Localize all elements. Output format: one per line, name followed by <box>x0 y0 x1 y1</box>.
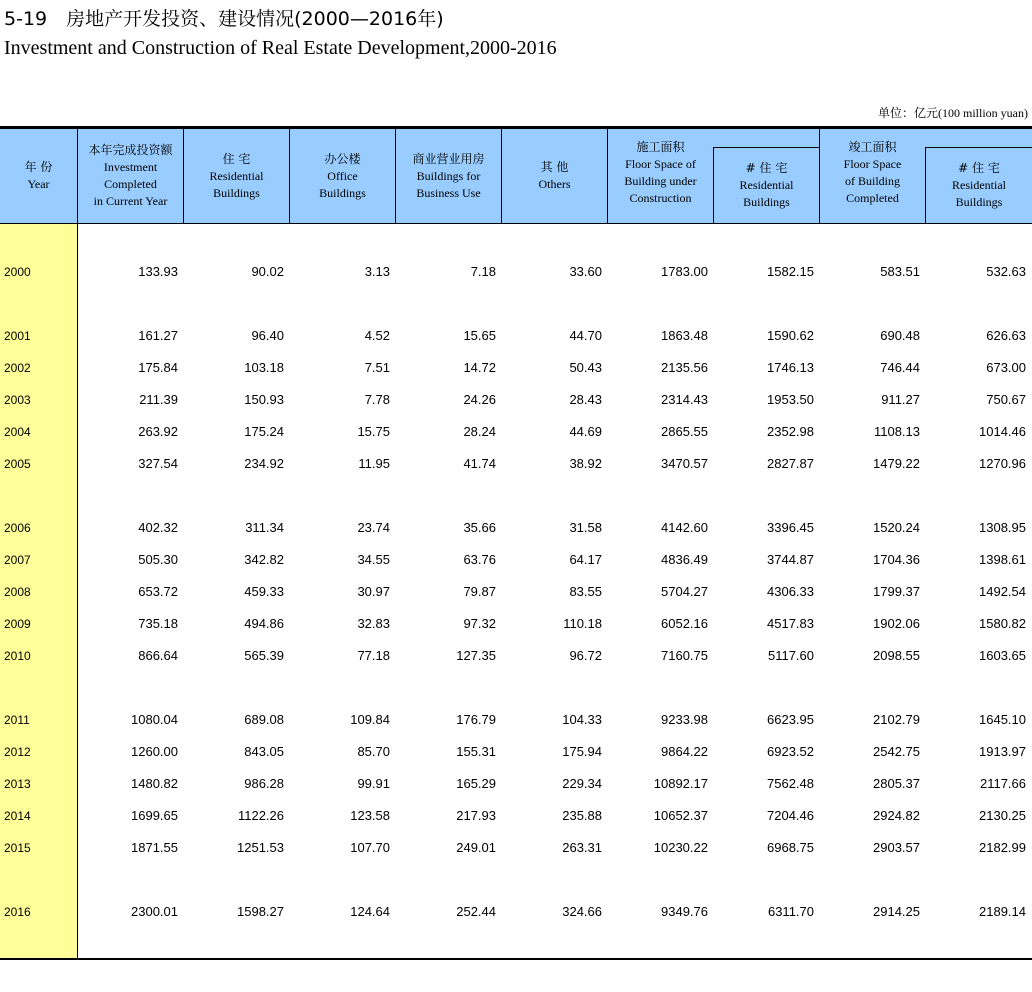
table-cell: 6623.95 <box>767 712 814 727</box>
table-cell: 5117.60 <box>767 648 814 663</box>
table-cell: 85.70 <box>357 744 390 759</box>
table-cell: 673.00 <box>986 360 1026 375</box>
header-floor-completed <box>820 139 925 209</box>
header-business-en: Buildings for <box>416 168 481 183</box>
table-cell: 1108.13 <box>873 424 920 439</box>
unit-label: 单位：亿元(100 million yuan) <box>878 106 1028 120</box>
table-cell: 44.69 <box>569 424 602 439</box>
header-office <box>290 129 395 223</box>
table-cell: 90.02 <box>251 264 284 279</box>
table-cell: 2865.55 <box>661 424 708 439</box>
header-floor-construction <box>608 139 713 209</box>
table-cell: 7.51 <box>364 360 390 375</box>
table-cell: 2117.66 <box>979 776 1026 791</box>
table-cell: 1479.22 <box>873 456 920 471</box>
table-cell: 234.92 <box>244 456 284 471</box>
table-row <box>0 646 1032 666</box>
table-title-english: Investment and Construction of Real Estate Development,2000-2016 <box>4 37 557 59</box>
table-cell: 689.08 <box>244 712 284 727</box>
header-floor-construction-en: Building under <box>624 174 697 188</box>
table-cell: 1590.62 <box>767 328 814 343</box>
table-cell: 175.94 <box>562 744 602 759</box>
table-cell: 1746.13 <box>767 360 814 375</box>
table-cell: 2903.57 <box>873 840 920 855</box>
row-year: 2015 <box>4 841 31 855</box>
table-cell: 77.18 <box>357 648 390 663</box>
table-cell: 583.51 <box>880 264 920 279</box>
header-residential <box>184 129 289 223</box>
header-floor-completed-en: Completed <box>846 191 899 205</box>
table-cell: 2189.14 <box>979 904 1026 919</box>
table-cell: 165.29 <box>456 776 496 791</box>
row-year: 2011 <box>4 713 30 727</box>
table-cell: 1953.50 <box>767 392 814 407</box>
table-row <box>0 774 1032 794</box>
table-cell: 4.52 <box>364 328 390 343</box>
table-cell: 7.78 <box>364 392 390 407</box>
table-cell: 175.84 <box>138 360 178 375</box>
header-floor-completed-residential <box>926 148 1032 223</box>
table-cell: 986.28 <box>244 776 284 791</box>
table-cell: 97.32 <box>463 616 496 631</box>
row-year: 2010 <box>4 649 31 663</box>
table-cell: 127.35 <box>456 648 496 663</box>
header-floor-completed-residential-zh: # 住 宅 <box>958 161 1000 175</box>
header-others-en: Others <box>538 177 571 191</box>
table-cell: 15.65 <box>463 328 496 343</box>
table-row <box>0 838 1032 858</box>
header-investment-zh: 本年完成投资额 <box>88 143 173 157</box>
table-cell: 2182.99 <box>979 840 1026 855</box>
table-cell: 911.27 <box>881 392 920 407</box>
table-cell: 1902.06 <box>873 616 920 631</box>
table-cell: 6052.16 <box>661 616 708 631</box>
table-cell: 155.31 <box>456 744 496 759</box>
table-row <box>0 390 1032 410</box>
header-floor-construction-residential-zh: # 住 宅 <box>745 161 788 175</box>
table-cell: 1799.37 <box>873 584 920 599</box>
header-year-zh: 年 份 <box>24 160 53 174</box>
table-row <box>0 422 1032 442</box>
header-residential-en: Buildings <box>213 185 260 200</box>
table-cell: 123.58 <box>350 808 390 823</box>
table-cell: 690.48 <box>880 328 920 343</box>
table-cell: 150.93 <box>244 392 284 407</box>
table-cell: 99.91 <box>357 776 390 791</box>
row-year: 2006 <box>4 521 31 535</box>
table-cell: 28.43 <box>569 392 602 407</box>
row-year: 2001 <box>4 329 31 343</box>
table-cell: 746.44 <box>880 360 920 375</box>
table-row <box>0 550 1032 570</box>
table-cell: 6923.52 <box>767 744 814 759</box>
table-cell: 1251.53 <box>237 840 284 855</box>
table-cell: 2314.43 <box>661 392 708 407</box>
header-floor-completed-en: Floor Space <box>843 157 902 171</box>
table-row <box>0 742 1032 762</box>
table-cell: 843.05 <box>244 744 284 759</box>
table-cell: 402.32 <box>138 520 178 535</box>
table-cell: 44.70 <box>569 328 602 343</box>
table-cell: 249.01 <box>456 840 496 855</box>
row-year: 2016 <box>4 905 31 919</box>
table-cell: 1270.96 <box>979 456 1026 471</box>
row-year: 2007 <box>4 553 31 567</box>
table-row <box>0 358 1032 378</box>
table-cell: 107.70 <box>350 840 390 855</box>
table-cell: 1704.36 <box>873 552 920 567</box>
table-cell: 4517.83 <box>767 616 814 631</box>
table-cell: 327.54 <box>138 456 178 471</box>
header-business-en: Business Use <box>416 185 481 200</box>
table-cell: 79.87 <box>463 584 496 599</box>
table-cell: 1863.48 <box>661 328 708 343</box>
header-floor-construction-en: Construction <box>629 191 692 205</box>
row-year: 2009 <box>4 617 31 631</box>
row-year: 2005 <box>4 457 31 471</box>
table-cell: 7160.75 <box>661 648 708 663</box>
header-year <box>0 129 77 223</box>
header-floor-construction-en: Floor Space of <box>625 157 696 171</box>
table-cell: 124.64 <box>350 904 390 919</box>
header-investment-en: Completed <box>104 177 157 191</box>
table-cell: 1308.95 <box>979 520 1026 535</box>
table-cell: 96.72 <box>569 648 602 663</box>
table-row <box>0 710 1032 730</box>
table-row <box>0 454 1032 474</box>
table-cell: 1871.55 <box>131 840 178 855</box>
table-cell: 9233.98 <box>661 712 708 727</box>
table-cell: 64.17 <box>569 552 602 567</box>
table-header <box>0 129 1032 224</box>
table-cell: 3470.57 <box>661 456 708 471</box>
header-floor-completed-zh: 竣工面积 <box>848 140 897 154</box>
table-cell: 63.76 <box>463 552 496 567</box>
table-cell: 1080.04 <box>131 712 178 727</box>
table-cell: 1520.24 <box>873 520 920 535</box>
table-cell: 1122.26 <box>237 808 284 823</box>
table-cell: 15.75 <box>357 424 390 439</box>
table-cell: 96.40 <box>251 328 284 343</box>
table-cell: 532.63 <box>986 264 1026 279</box>
table-cell: 235.88 <box>562 808 602 823</box>
table-cell: 176.79 <box>456 712 496 727</box>
table-cell: 2827.87 <box>767 456 814 471</box>
row-year: 2003 <box>4 393 31 407</box>
table-cell: 35.66 <box>463 520 496 535</box>
table-cell: 6311.70 <box>767 904 814 919</box>
table-cell: 10652.37 <box>653 808 708 823</box>
header-office-zh: 办公楼 <box>324 151 361 166</box>
table-cell: 866.64 <box>138 648 178 663</box>
header-investment-en: in Current Year <box>93 194 168 208</box>
table-cell: 4836.49 <box>661 552 708 567</box>
table-cell: 38.92 <box>569 456 602 471</box>
table-cell: 11.95 <box>358 456 390 471</box>
table-cell: 2300.01 <box>131 904 178 919</box>
header-floor-construction-residential <box>714 148 819 223</box>
table-cell: 10892.17 <box>653 776 708 791</box>
table-cell: 1260.00 <box>131 744 178 759</box>
table-cell: 2805.37 <box>873 776 920 791</box>
table-cell: 133.93 <box>138 264 178 279</box>
table-cell: 175.24 <box>244 424 284 439</box>
table-row <box>0 806 1032 826</box>
table-cell: 50.43 <box>569 360 602 375</box>
table-cell: 342.82 <box>244 552 284 567</box>
table-cell: 252.44 <box>456 904 496 919</box>
header-others <box>502 129 607 223</box>
table-cell: 2098.55 <box>873 648 920 663</box>
table-cell: 83.55 <box>569 584 602 599</box>
table-cell: 9349.76 <box>661 904 708 919</box>
table-cell: 505.30 <box>138 552 178 567</box>
table-cell: 2914.25 <box>873 904 920 919</box>
row-year: 2014 <box>4 809 31 823</box>
table-cell: 217.93 <box>456 808 496 823</box>
table-cell: 28.24 <box>463 424 496 439</box>
table-cell: 23.74 <box>357 520 390 535</box>
table-row <box>0 518 1032 538</box>
header-residential-en: Residential <box>209 168 264 183</box>
table-cell: 3396.45 <box>767 520 814 535</box>
table-cell: 32.83 <box>357 616 390 631</box>
table-cell: 10230.22 <box>653 840 708 855</box>
table-cell: 211.39 <box>139 392 178 407</box>
table-cell: 1582.15 <box>767 264 814 279</box>
table-cell: 311.34 <box>245 520 284 535</box>
table-cell: 1913.97 <box>979 744 1026 759</box>
table-cell: 1603.65 <box>979 648 1026 663</box>
table-cell: 30.97 <box>357 584 390 599</box>
table-cell: 263.31 <box>562 840 602 855</box>
header-floor-construction-zh: 施工面积 <box>636 140 685 154</box>
row-year: 2000 <box>4 265 31 279</box>
table-cell: 653.72 <box>138 584 178 599</box>
header-business <box>396 129 501 223</box>
table-cell: 14.72 <box>463 360 496 375</box>
header-business-zh: 商业营业用房 <box>412 151 485 166</box>
table-cell: 1645.10 <box>979 712 1026 727</box>
table-cell: 109.84 <box>350 712 390 727</box>
header-floor-completed-residential-en: Residential <box>952 178 1006 192</box>
table-cell: 2924.82 <box>873 808 920 823</box>
row-year: 2013 <box>4 777 31 791</box>
table-cell: 1492.54 <box>979 584 1026 599</box>
table-cell: 41.74 <box>463 456 496 471</box>
table-cell: 110.18 <box>563 616 602 631</box>
table-row <box>0 262 1032 282</box>
table-cell: 4306.33 <box>767 584 814 599</box>
table-cell: 2135.56 <box>661 360 708 375</box>
table-cell: 5704.27 <box>661 584 708 599</box>
table-cell: 2352.98 <box>767 424 814 439</box>
header-year-en: Year <box>27 177 50 191</box>
header-floor-completed-en: of Building <box>844 174 900 188</box>
table-cell: 263.92 <box>138 424 178 439</box>
table-cell: 1598.27 <box>237 904 284 919</box>
table-row <box>0 582 1032 602</box>
table-cell: 2102.79 <box>873 712 920 727</box>
table-cell: 3744.87 <box>767 552 814 567</box>
table-cell: 735.18 <box>138 616 178 631</box>
header-floor-completed-residential-en: Buildings <box>955 195 1003 209</box>
header-office-en: Buildings <box>319 185 366 200</box>
table-cell: 4142.60 <box>661 520 708 535</box>
table-cell: 626.63 <box>986 328 1026 343</box>
table-bottom-rule <box>0 958 1032 960</box>
table-title-chinese: 5-19 房地产开发投资、建设情况(2000—2016年) <box>4 8 444 30</box>
row-year: 2008 <box>4 585 31 599</box>
header-residential-zh: 住 宅 <box>222 151 251 166</box>
table-cell: 1014.46 <box>979 424 1026 439</box>
table-cell: 1699.65 <box>131 808 178 823</box>
table-cell: 7562.48 <box>767 776 814 791</box>
table-cell: 1398.61 <box>979 552 1026 567</box>
table-cell: 104.33 <box>562 712 602 727</box>
table-cell: 1580.82 <box>979 616 1026 631</box>
table-cell: 750.67 <box>986 392 1026 407</box>
table-cell: 31.58 <box>569 520 602 535</box>
table-row <box>0 614 1032 634</box>
table-row <box>0 902 1032 922</box>
table-cell: 1783.00 <box>661 264 708 279</box>
table-cell: 9864.22 <box>661 744 708 759</box>
header-investment-en: Investment <box>103 160 158 174</box>
header-investment <box>78 129 183 223</box>
table-cell: 565.39 <box>244 648 284 663</box>
table-cell: 6968.75 <box>767 840 814 855</box>
table-cell: 494.86 <box>244 616 284 631</box>
table-cell: 161.27 <box>138 328 178 343</box>
header-office-en: Office <box>327 168 358 183</box>
table-cell: 1480.82 <box>131 776 178 791</box>
table-cell: 7.18 <box>470 264 496 279</box>
header-others-zh: 其 他 <box>540 160 569 174</box>
header-floor-construction-residential-en: Buildings <box>743 195 790 209</box>
table-cell: 24.26 <box>463 392 496 407</box>
table-cell: 324.66 <box>562 904 602 919</box>
header-floor-construction-residential-en: Residential <box>739 178 794 192</box>
table-cell: 33.60 <box>569 264 602 279</box>
table-cell: 7204.46 <box>767 808 814 823</box>
row-year: 2004 <box>4 425 31 439</box>
table-cell: 2542.75 <box>873 744 920 759</box>
row-year: 2002 <box>4 361 31 375</box>
table-cell: 229.34 <box>562 776 602 791</box>
table-cell: 103.18 <box>244 360 284 375</box>
table-cell: 34.55 <box>357 552 390 567</box>
table-cell: 3.13 <box>364 264 390 279</box>
row-year: 2012 <box>4 745 31 759</box>
table-cell: 459.33 <box>244 584 284 599</box>
table-row <box>0 326 1032 346</box>
table-cell: 2130.25 <box>979 808 1026 823</box>
